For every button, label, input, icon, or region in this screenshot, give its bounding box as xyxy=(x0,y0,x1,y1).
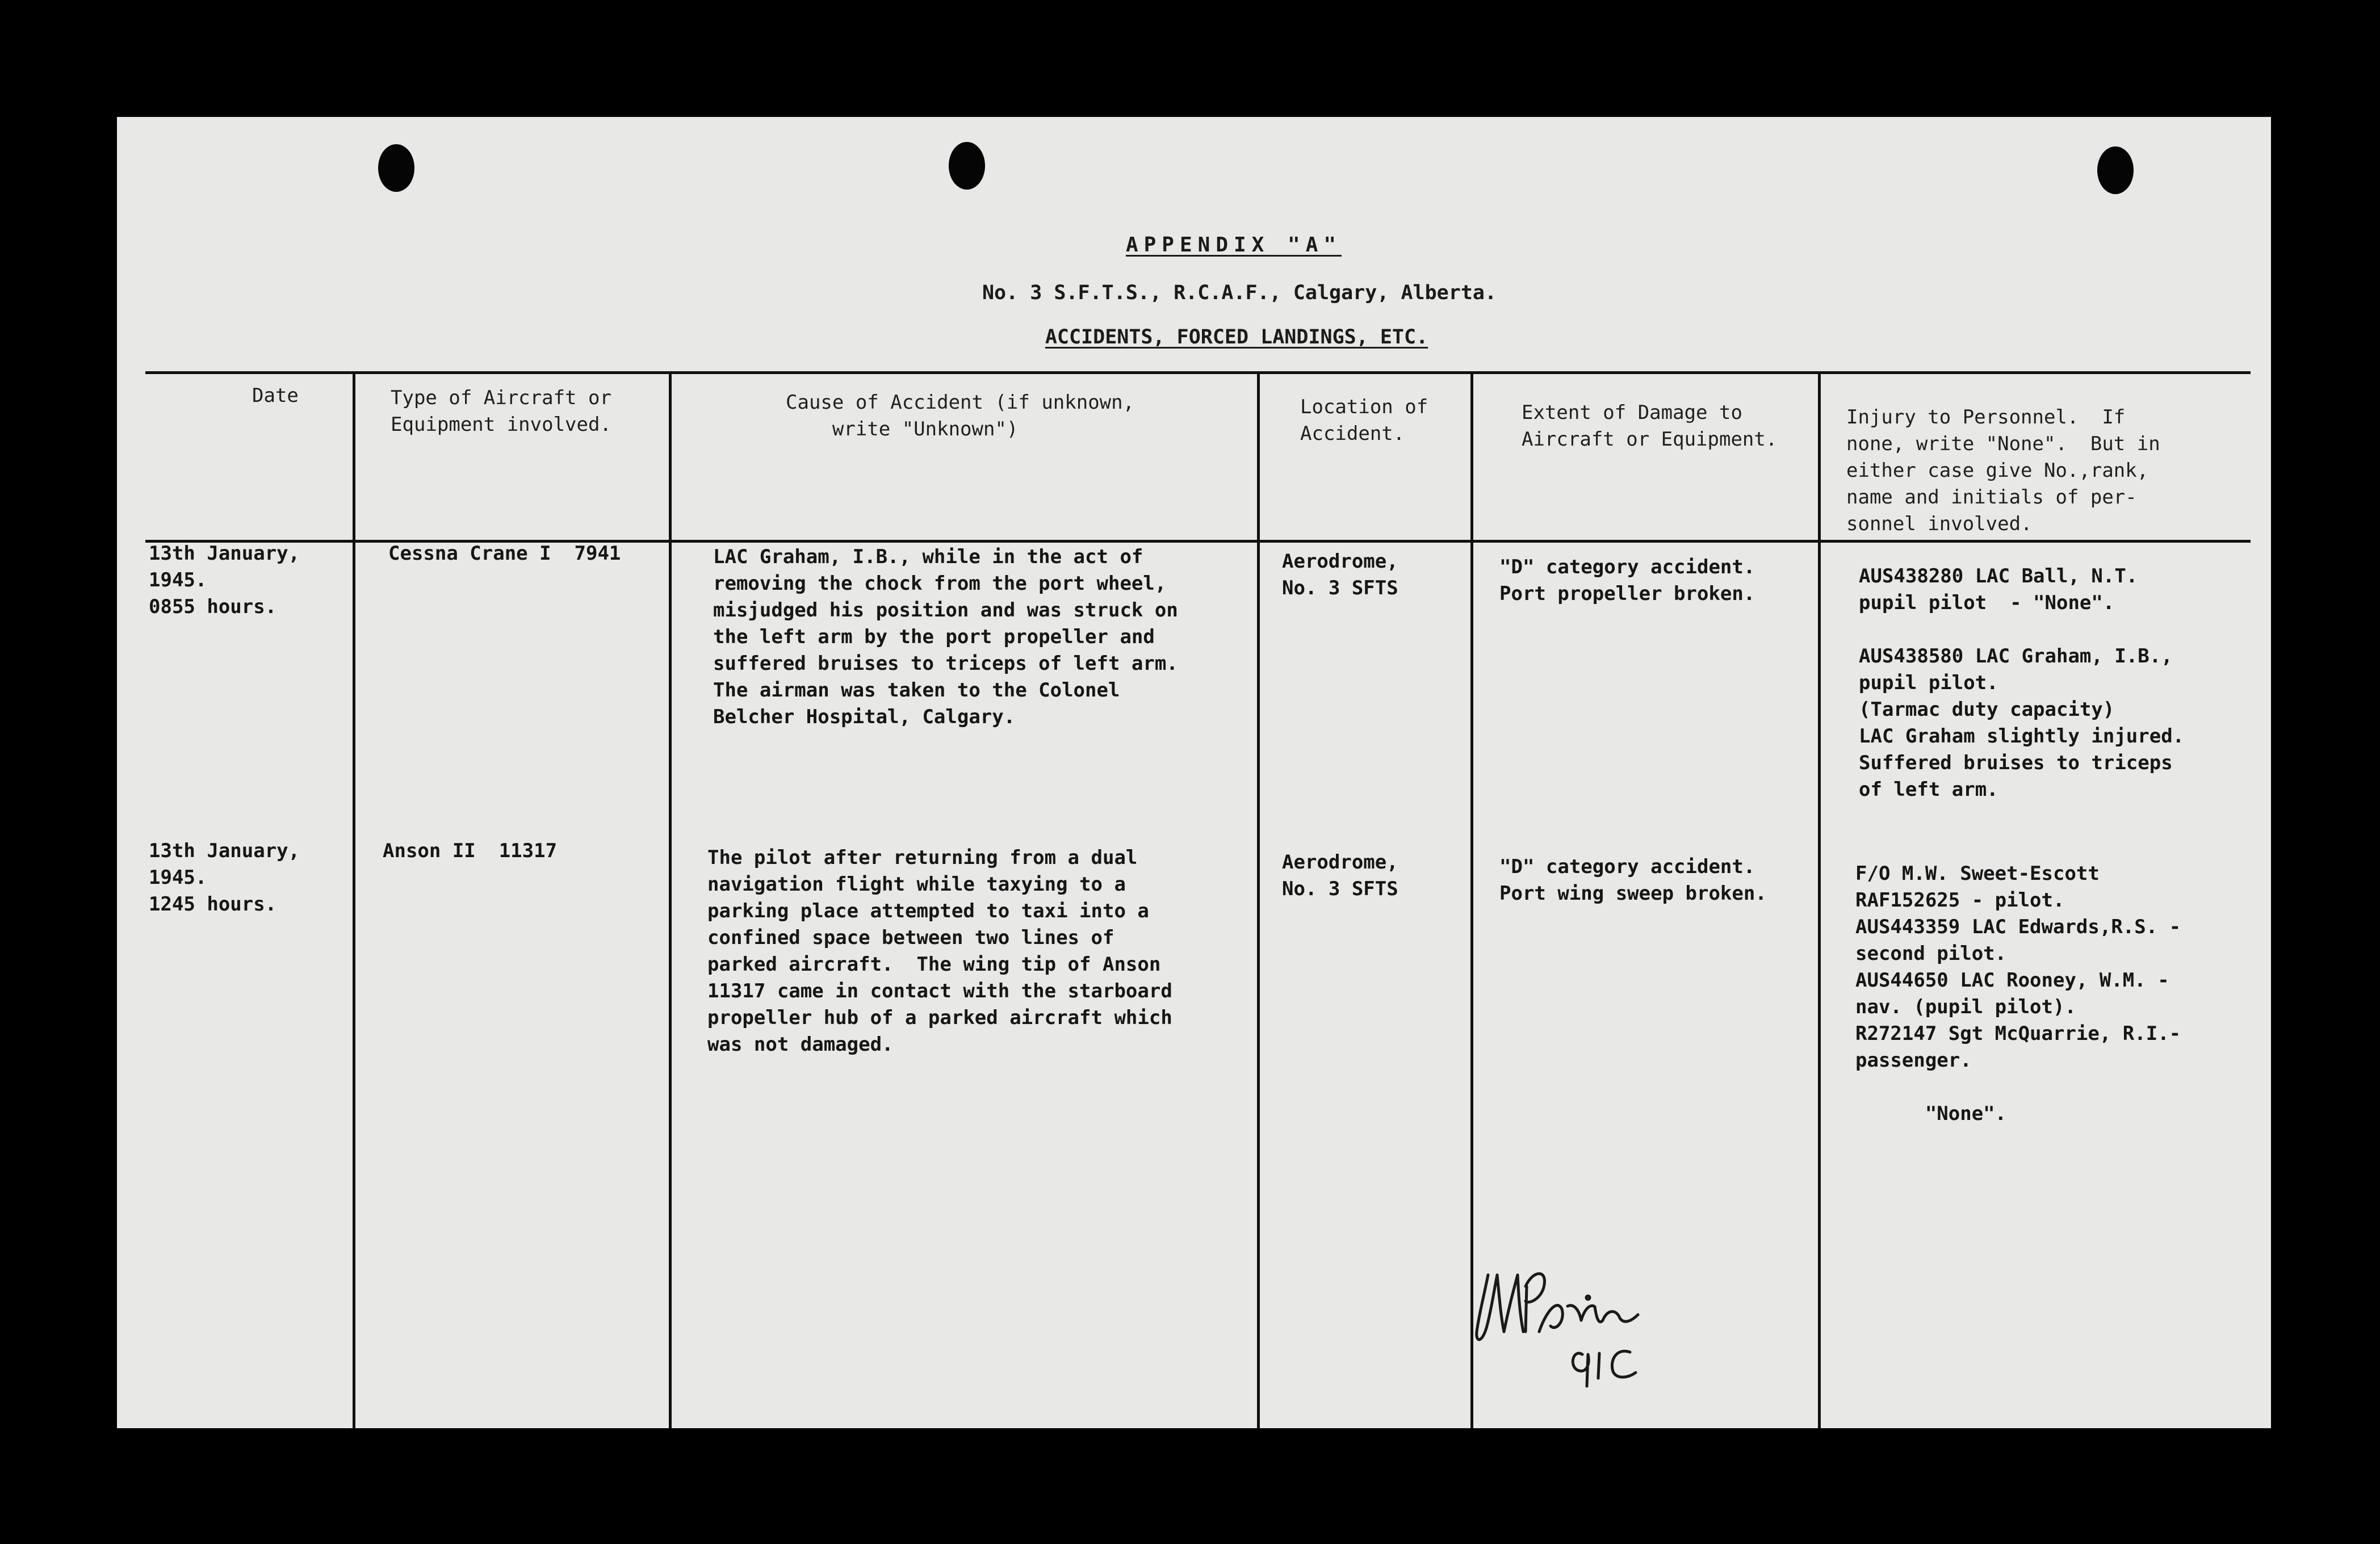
row-2-date: 13th January, 1945. 1245 hours. xyxy=(149,840,300,916)
appendix-heading: APPENDIX "A" xyxy=(1125,233,1342,257)
row-2-cause: The pilot after returning from a dual navigation flight while taxying to a parking place attempted to taxi into a confined space between two lines of parked aircraft. The wing tip of Anson 11317 came in contact with the starboard propeller hub of a parked aircraft which was not damaged. xyxy=(707,846,1172,1056)
column-divider-1 xyxy=(353,371,355,1428)
column-divider-3 xyxy=(1257,371,1260,1428)
column-divider-5 xyxy=(1818,371,1821,1428)
column-header-location: Location of Accident. xyxy=(1300,396,1428,445)
column-header-date: Date xyxy=(252,384,299,407)
row-2-damage: "D" category accident. Port wing sweep broken. xyxy=(1499,855,1767,905)
column-header-damage: Extent of Damage to Aircraft or Equipment. xyxy=(1522,401,1778,451)
row-1-location: Aerodrome, No. 3 SFTS xyxy=(1282,550,1398,599)
document-page xyxy=(117,117,2271,1428)
punch-hole-center xyxy=(949,142,985,190)
column-header-aircraft: Type of Aircraft or Equipment involved. xyxy=(391,387,611,436)
column-header-cause: Cause of Accident (if unknown, write "Unknown") xyxy=(786,391,1135,440)
punch-hole-left xyxy=(378,144,414,192)
row-1-aircraft: Cessna Crane I 7941 xyxy=(388,542,621,565)
row-2-injury: F/O M.W. Sweet-Escott RAF152625 - pilot. AUS443359 LAC Edwards,R.S. - second pilot. AUS44650 LAC Rooney, W.M. - nav. (pupil pilot). R272147 Sgt McQuarrie, R.I.- passenger. "None". xyxy=(1855,862,2181,1125)
document-title: ACCIDENTS, FORCED LANDINGS, ETC. xyxy=(1045,326,1428,349)
unit-heading: No. 3 S.F.T.S., R.C.A.F., Calgary, Alberta. xyxy=(982,282,1497,304)
table-top-rule xyxy=(145,371,2251,374)
row-1-injury: AUS438280 LAC Ball, N.T. pupil pilot - "None". AUS438580 LAC Graham, I.B., pupil pilot. (Tarmac duty capacity) LAC Graham slightly injured. Suffered bruises to triceps of left arm. xyxy=(1859,565,2185,801)
row-2-aircraft: Anson II 11317 xyxy=(383,840,558,862)
signature-mark xyxy=(1471,1252,1641,1388)
column-divider-2 xyxy=(669,371,672,1428)
column-header-injury: Injury to Personnel. If none, write "None". But in either case give No.,rank, name and initials of per- sonnel involved. xyxy=(1846,406,2160,535)
row-2-location: Aerodrome, No. 3 SFTS xyxy=(1282,851,1398,900)
row-1-date: 13th January, 1945. 0855 hours. xyxy=(149,542,300,618)
row-1-cause: LAC Graham, I.B., while in the act of removing the chock from the port wheel, misjudged his position and was struck on the left arm by the port propeller and suffered bruises to triceps of left arm. The airman was taken to the Colonel Belcher Hospital, Calgary. xyxy=(713,546,1178,728)
row-1-damage: "D" category accident. Port propeller broken. xyxy=(1499,556,1755,605)
punch-hole-right xyxy=(2097,146,2134,194)
